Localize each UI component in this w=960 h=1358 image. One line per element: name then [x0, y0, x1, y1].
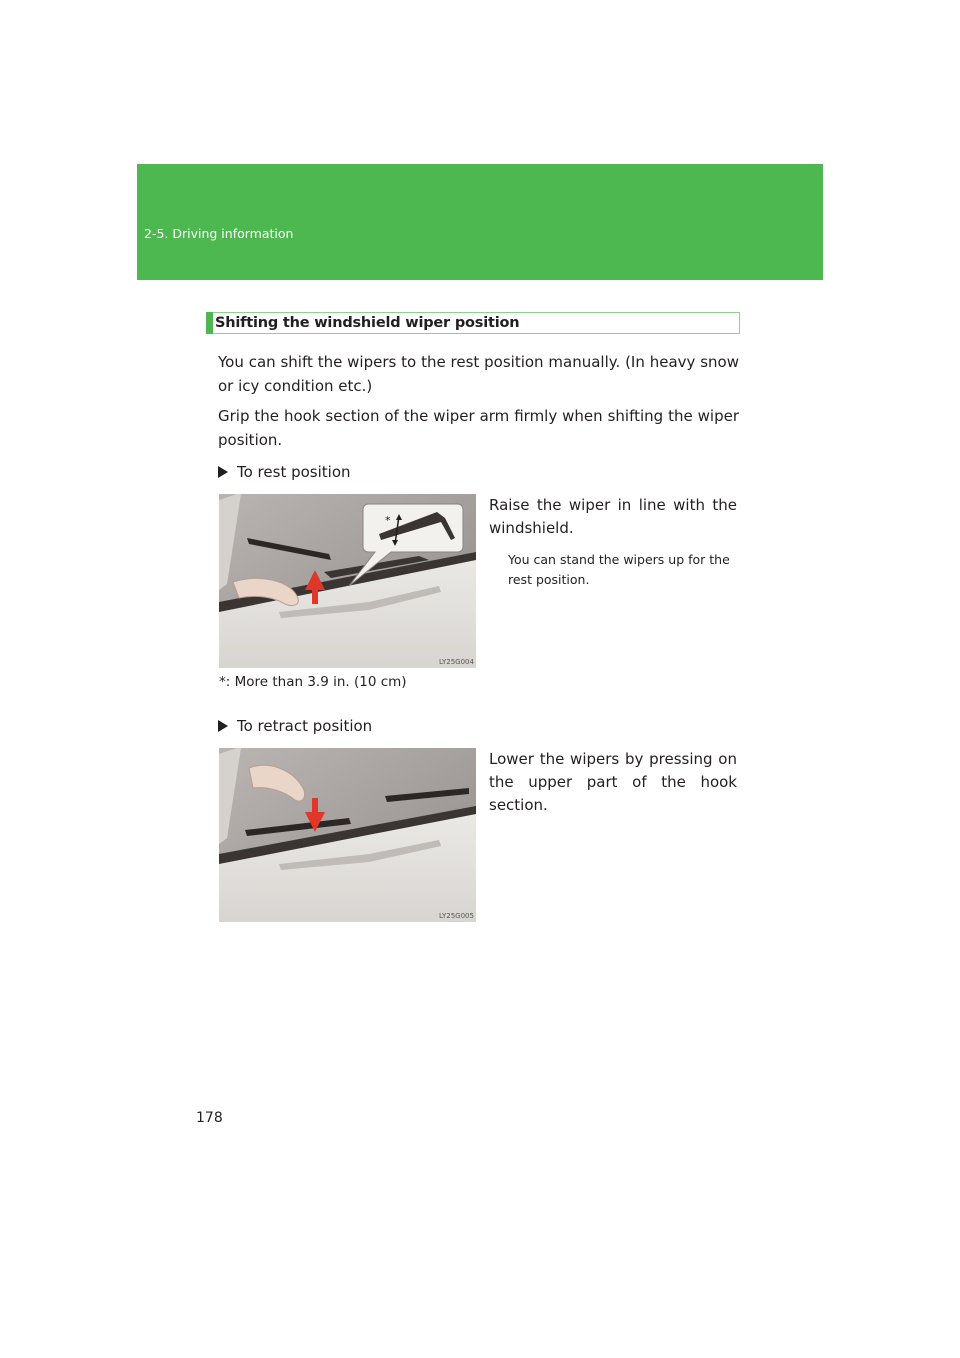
step-heading-rest-label: To rest position: [237, 463, 351, 481]
figure-code: LY25G004: [439, 658, 474, 666]
page-number: 178: [196, 1110, 223, 1126]
section-title-bar: [206, 312, 740, 334]
intro-paragraph-2: Grip the hook section of the wiper arm firmly when shifting the wiper position.: [218, 407, 739, 449]
title-accent: [206, 312, 213, 334]
figure-retract-position: [219, 748, 476, 922]
callout-star: *: [385, 514, 391, 527]
step-text-rest: Raise the wiper in line with the windshield.: [489, 496, 737, 537]
section-title: Shifting the windshield wiper position: [215, 315, 520, 331]
footnote: *: More than 3.9 in. (10 cm): [219, 674, 407, 690]
intro-paragraph-1: You can shift the wipers to the rest position manually. (In heavy snow or icy condition etc.): [218, 353, 739, 395]
figure-rest-position: [219, 494, 476, 668]
section-label: 2-5. Driving information: [144, 226, 294, 241]
step-heading-rest: [218, 462, 351, 482]
step-heading-retract-label: To retract position: [237, 717, 373, 735]
step-text-retract: Lower the wipers by pressing on the upper part of the hook section.: [489, 750, 737, 814]
chapter-header: [137, 164, 823, 280]
step-heading-retract: [218, 716, 372, 736]
triangle-bullet-icon: [218, 720, 228, 732]
step-note-rest: You can stand the wipers up for the rest position.: [508, 552, 730, 587]
figure-code: LY25G005: [439, 912, 474, 920]
triangle-bullet-icon: [218, 466, 228, 478]
